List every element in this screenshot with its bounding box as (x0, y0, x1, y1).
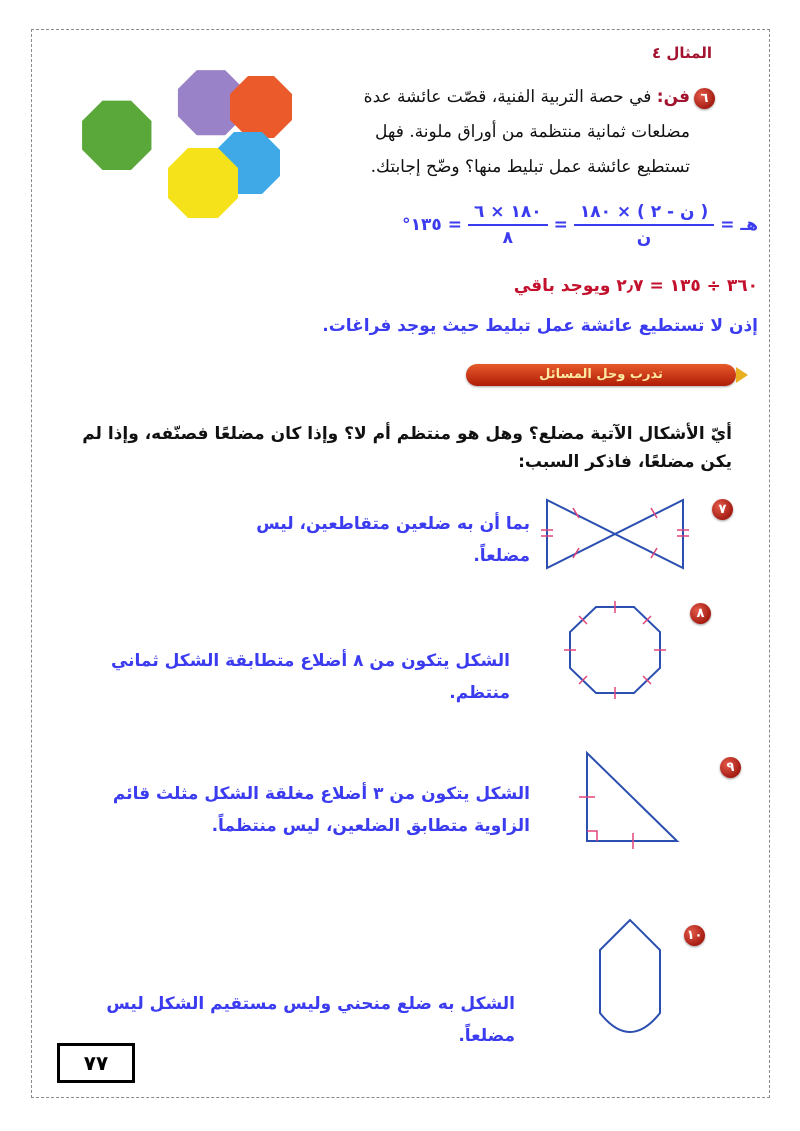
problem-keyword: فن: (656, 87, 690, 107)
exercise-8-octagon-figure (560, 600, 670, 700)
exercise-instructions: أيّ الأشكال الآتية مضلع؟ وهل هو منتظم أم لا؟ وإذا كان مضلعًا فصنّفه، وإذا لم يكن مضلعًا، فاذكر السبب: (82, 424, 732, 472)
banner-arrow-icon (736, 367, 748, 383)
exercise-8-answer: الشكل يتكون من ٨ أضلاع متطابقة الشكل ثماني منتظم. (110, 651, 510, 703)
formula-equals: = (553, 215, 568, 235)
octagons-illustration (78, 68, 308, 238)
exercise-10-badge: ١٠ (684, 925, 705, 946)
division-line: ٣٦٠ ÷ ١٣٥ = ٢٫٧ ويوجد باقي (513, 276, 758, 296)
yellow-octagon (168, 148, 238, 218)
problem-number-badge: ٦ (694, 88, 715, 109)
exercise-10-curved-figure (590, 915, 680, 1050)
fraction-octagon-denominator: ٨ (502, 228, 513, 248)
exercise-9-answer: الشكل يتكون من ٣ أضلاع مغلقة الشكل مثلث قائم الزاوية متطابق الضلعين، ليس منتظماً. (112, 784, 530, 836)
fraction-octagon (468, 202, 548, 248)
page-number: ٧٧ (57, 1043, 135, 1083)
exercise-7-badge: ٧ (712, 499, 733, 520)
fraction-octagon-numerator: ١٨٠ × ٦ (468, 202, 548, 226)
problem-text: في حصة التربية الفنية، قصّت عائشة عدة مضلعات ثمانية منتظمة من أوراق ملونة. فهل تستطيع عائشة عمل تبليط منها؟ وضّح إجابتك. (363, 87, 690, 177)
red-octagon (230, 76, 292, 138)
fraction-general-numerator: ( ن - ٢ ) × ١٨٠ (574, 202, 714, 226)
formula-lhs: هـ = (720, 215, 758, 235)
formula-result: = ١٣٥° (402, 215, 462, 235)
exercise-9-badge: ٩ (720, 757, 741, 778)
exercise-8-badge: ٨ (690, 603, 711, 624)
section-banner (466, 364, 736, 386)
exercise-10-answer: الشكل به ضلع منحني وليس مستقيم الشكل ليس مضلعاً. (106, 994, 515, 1046)
problem-text-block (360, 80, 690, 185)
green-octagon (82, 101, 151, 170)
exercise-7-answer: بما أن به ضلعين متقاطعين، ليس مضلعاً. (256, 514, 530, 566)
exercise-7-bowtie-figure (535, 494, 695, 574)
fraction-general-denominator: ن (636, 228, 652, 248)
exercise-9-triangle-figure (575, 745, 685, 855)
angle-formula (338, 200, 758, 250)
section-banner-label: تدرب وحل المسائل (539, 367, 663, 382)
example-title: المثال ٤ (652, 44, 712, 62)
fraction-general (574, 202, 714, 248)
conclusion-line: إذن لا تستطيع عائشة عمل تبليط حيث يوجد فراغات. (322, 316, 758, 336)
